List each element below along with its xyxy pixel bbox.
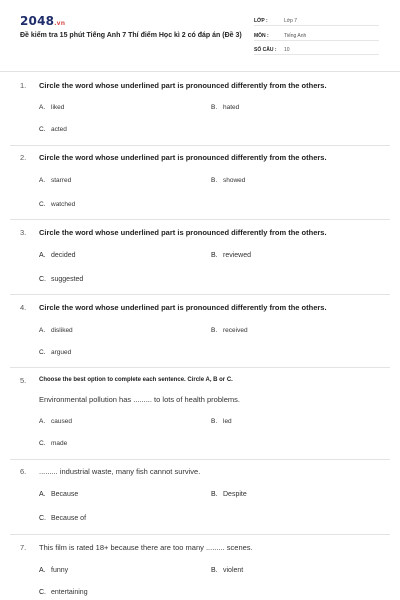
option-letter: A. xyxy=(39,177,46,184)
option-c[interactable] xyxy=(39,349,71,356)
option-b[interactable] xyxy=(211,327,248,334)
meta-subject-value: Tiếng Anh xyxy=(284,33,307,39)
option-text: Despite xyxy=(223,491,247,498)
option-text: Because of xyxy=(51,515,87,522)
question-text: Circle the word whose underlined part is pronounced differently from the others. xyxy=(39,303,327,312)
option-text: acted xyxy=(51,126,67,133)
question-number: 2. xyxy=(20,153,27,162)
option-b[interactable] xyxy=(211,567,243,574)
option-text: watched xyxy=(51,201,76,208)
question-3 xyxy=(20,228,382,288)
option-letter: A. xyxy=(39,418,46,425)
meta-subject-row xyxy=(254,30,379,41)
option-text: caused xyxy=(51,418,72,425)
option-letter: C. xyxy=(39,589,46,596)
option-letter: C. xyxy=(39,126,46,133)
question-text: ......... industrial waste, many fish cannot survive. xyxy=(39,467,201,476)
question-6 xyxy=(20,467,382,531)
option-c[interactable] xyxy=(39,440,67,447)
question-text: Circle the word whose underlined part is pronounced differently from the others. xyxy=(39,228,327,237)
question-4 xyxy=(20,303,382,363)
divider xyxy=(10,459,390,460)
option-c[interactable] xyxy=(39,201,75,208)
option-letter: B. xyxy=(211,418,218,425)
question-1 xyxy=(20,81,382,141)
option-letter: B. xyxy=(211,252,218,259)
question-7 xyxy=(20,543,382,600)
option-a[interactable] xyxy=(39,104,64,111)
option-a[interactable] xyxy=(39,491,78,498)
logo-suffix: .vn xyxy=(54,20,66,27)
option-text: entertaining xyxy=(51,589,88,596)
divider xyxy=(10,367,390,368)
option-letter: C. xyxy=(39,276,46,283)
option-letter: A. xyxy=(39,252,46,259)
option-c[interactable] xyxy=(39,126,67,133)
option-a[interactable] xyxy=(39,418,72,425)
option-b[interactable] xyxy=(211,177,245,184)
option-a[interactable] xyxy=(39,252,76,259)
option-letter: A. xyxy=(39,491,46,498)
meta-class-label: LỚP : xyxy=(254,18,268,24)
option-letter: B. xyxy=(211,104,218,111)
question-text: Choose the best option to complete each sentence. Circle A, B or C. xyxy=(39,377,233,383)
meta-class-row xyxy=(254,15,379,26)
option-a[interactable] xyxy=(39,327,73,334)
meta-subject-label: MÔN : xyxy=(254,33,269,39)
option-text: argued xyxy=(51,349,72,356)
meta-class-value: Lớp 7 xyxy=(284,18,298,24)
option-text: violent xyxy=(223,567,244,574)
divider xyxy=(10,145,390,146)
option-text: made xyxy=(51,440,68,447)
question-number: 6. xyxy=(20,467,27,476)
option-b[interactable] xyxy=(211,418,232,425)
option-letter: B. xyxy=(211,177,218,184)
question-number: 5. xyxy=(20,376,27,385)
option-text: Because xyxy=(51,491,79,498)
option-letter: C. xyxy=(39,349,46,356)
option-c[interactable] xyxy=(39,515,86,522)
option-b[interactable] xyxy=(211,104,239,111)
question-number: 3. xyxy=(20,228,27,237)
option-letter: C. xyxy=(39,440,46,447)
page-header xyxy=(0,0,400,72)
option-letter: C. xyxy=(39,515,46,522)
question-number: 4. xyxy=(20,303,27,312)
divider xyxy=(10,534,390,535)
question-number: 1. xyxy=(20,81,27,90)
meta-count-row xyxy=(254,44,379,55)
option-letter: B. xyxy=(211,491,218,498)
option-letter: B. xyxy=(211,567,218,574)
exam-title: Đề kiểm tra 15 phút Tiếng Anh 7 Thí điểm Học kì 2 có đáp án (Đề 3) xyxy=(20,32,242,39)
meta-count-label: SỐ CÂU : xyxy=(254,47,277,53)
option-text: received xyxy=(223,327,248,334)
meta-count-value: 10 xyxy=(284,47,290,53)
option-b[interactable] xyxy=(211,491,247,498)
option-text: hated xyxy=(223,104,240,111)
question-sentence: Environmental pollution has ......... to lots of health problems. xyxy=(39,395,240,404)
question-number: 7. xyxy=(20,543,27,552)
option-text: funny xyxy=(51,567,69,574)
logo-text: 2048 xyxy=(20,14,55,28)
option-letter: A. xyxy=(39,567,46,574)
option-text: reviewed xyxy=(223,252,252,259)
option-text: liked xyxy=(51,104,65,111)
option-c[interactable] xyxy=(39,276,83,283)
option-a[interactable] xyxy=(39,177,71,184)
option-letter: B. xyxy=(211,327,218,334)
question-text: Circle the word whose underlined part is pronounced differently from the others. xyxy=(39,153,327,162)
option-b[interactable] xyxy=(211,252,251,259)
divider xyxy=(10,219,390,220)
question-5 xyxy=(20,376,382,456)
option-c[interactable] xyxy=(39,589,88,596)
option-text: showed xyxy=(223,177,246,184)
question-text: Circle the word whose underlined part is pronounced differently from the others. xyxy=(39,81,327,90)
question-text: This film is rated 18+ because there are too many ......... scenes. xyxy=(39,543,253,552)
question-2 xyxy=(20,153,382,213)
option-letter: C. xyxy=(39,201,46,208)
option-text: decided xyxy=(51,252,76,259)
option-letter: A. xyxy=(39,327,46,334)
option-text: led xyxy=(223,418,232,425)
option-text: starred xyxy=(51,177,72,184)
option-text: disliked xyxy=(51,327,73,334)
divider xyxy=(10,294,390,295)
option-letter: A. xyxy=(39,104,46,111)
option-text: suggested xyxy=(51,276,84,283)
site-logo[interactable] xyxy=(20,14,65,28)
option-a[interactable] xyxy=(39,567,68,574)
